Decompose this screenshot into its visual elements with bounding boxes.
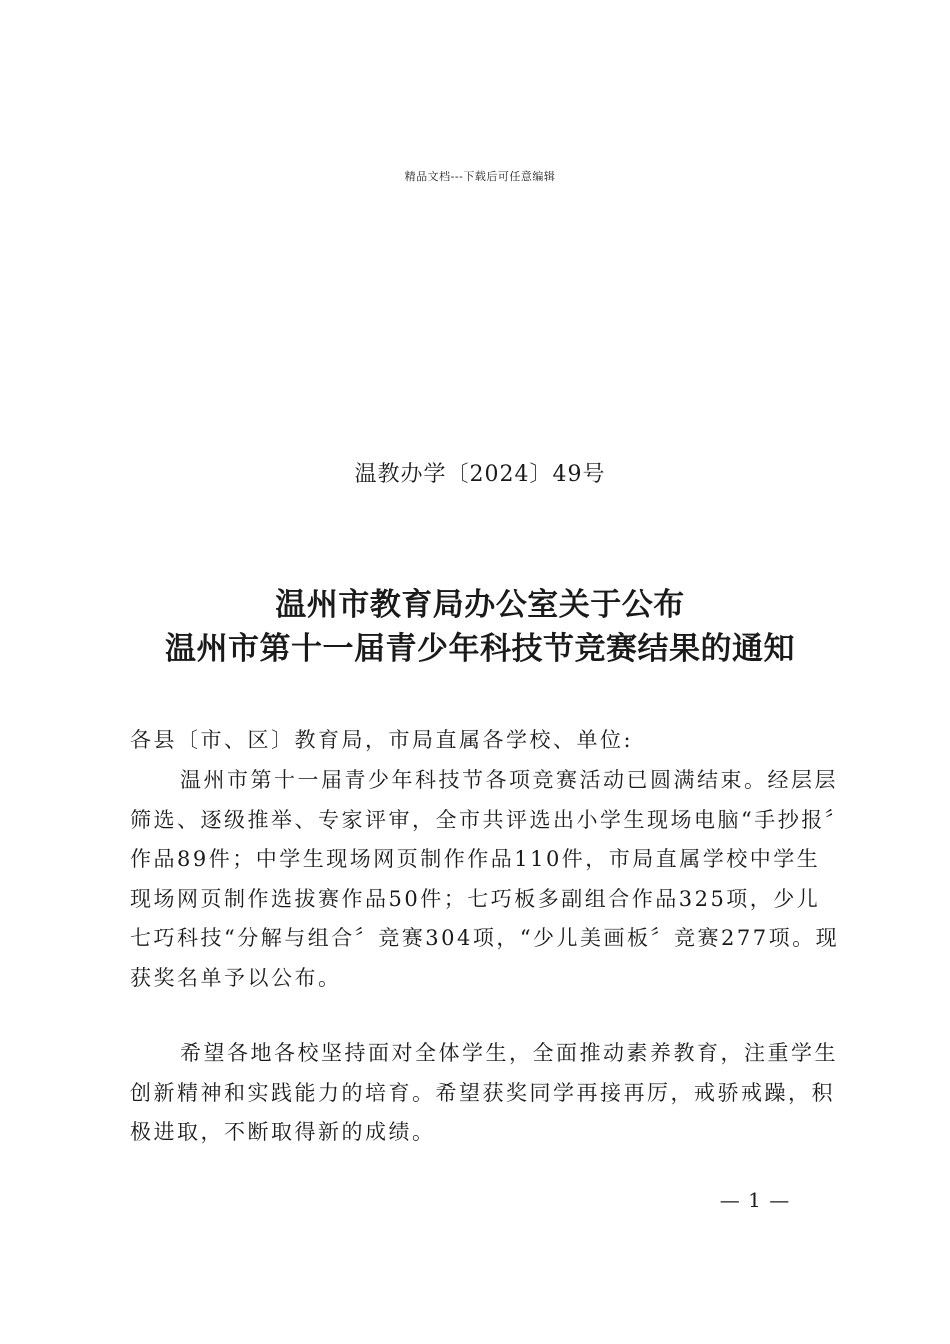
- document-title: [0, 583, 950, 671]
- paragraph-1: 温州市第十一届青少年科技节各项竞赛活动已圆满结束。经层层筛选、逐级推举、专家评审，全市共评选出小学生现场电脑“手抄报〞作品89件；中学生现场网页制作作品110件，市局直属学校中学生现场网页制作选拔赛作品50件；七巧板多副组合作品325项，少儿七巧科技“分解与组合〞竞赛304项，“少儿美画板〞竞赛277项。现获奖名单予以公布。: [130, 768, 840, 990]
- page-number: — 1 —: [719, 1188, 791, 1212]
- salutation: 各县〔市、区〕教育局，市局直属各学校、单位:: [130, 728, 634, 752]
- title-line-1: 温州市教育局办公室关于公布: [275, 587, 685, 623]
- paragraph-2: 希望各地各校坚持面对全体学生，全面推动素养教育，注重学生创新精神和实践能力的培育。希望获奖同学再接再厉，戒骄戒躁，积极进取，不断取得新的成绩。: [130, 1041, 838, 1144]
- title-line-2: 温州市第十一届青少年科技节竞赛结果的通知: [165, 631, 795, 667]
- document-number: 温教办学〔2024〕49号: [354, 462, 606, 487]
- header-note: 精品文档---下载后可任意编辑: [404, 170, 556, 183]
